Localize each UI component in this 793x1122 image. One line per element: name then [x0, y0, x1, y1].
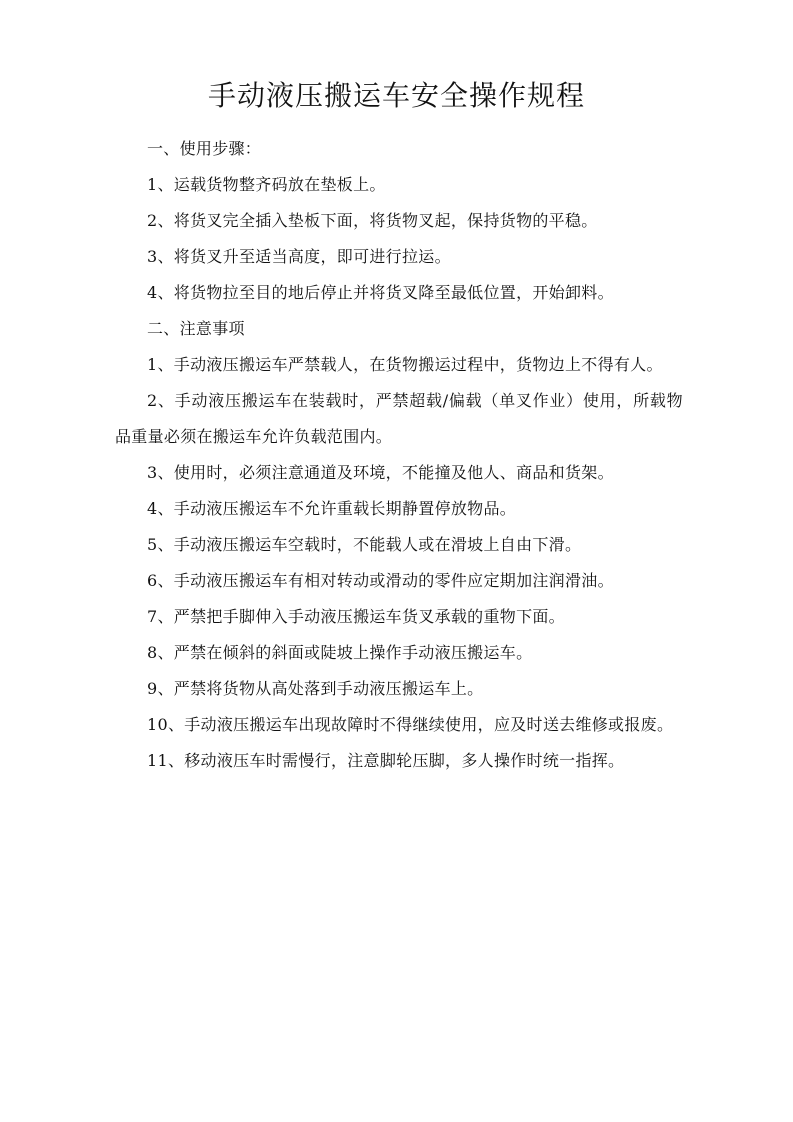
section-heading-usage-steps: 一、使用步骤： [147, 139, 262, 158]
precaution-item-2: 2、手动液压搬运车在装载时，严禁超载/偏载（单叉作业）使用，所载物品重量必须在搬运车允许负载范围内。 [115, 391, 683, 446]
precaution-item-11: 11、移动液压车时需慢行，注意脚轮压脚，多人操作时统一指挥。 [147, 751, 625, 770]
precaution-item-9: 9、严禁将货物从高处落到手动液压搬运车上。 [147, 679, 484, 698]
precaution-item-7: 7、严禁把手脚伸入手动液压搬运车货叉承载的重物下面。 [147, 607, 565, 626]
usage-step-4: 4、将货物拉至目的地后停止并将货叉降至最低位置，开始卸料。 [147, 283, 614, 302]
precaution-item-3: 3、使用时，必须注意通道及环境，不能撞及他人、商品和货架。 [147, 463, 614, 482]
document-body [115, 131, 683, 779]
document-title: 手动液压搬运车安全操作规程 [207, 79, 585, 112]
usage-step-1: 1、运载货物整齐码放在垫板上。 [147, 175, 386, 194]
precaution-item-8: 8、严禁在倾斜的斜面或陡坡上操作手动液压搬运车。 [147, 643, 533, 662]
usage-step-2: 2、将货叉完全插入垫板下面，将货物叉起，保持货物的平稳。 [147, 211, 598, 230]
usage-step-3: 3、将货叉升至适当高度，即可进行拉运。 [147, 247, 451, 266]
precaution-item-5: 5、手动液压搬运车空载时，不能载人或在滑坡上自由下滑。 [147, 535, 582, 554]
section-heading-precautions: 二、注意事项 [147, 319, 245, 338]
precaution-item-10: 10、手动液压搬运车出现故障时不得继续使用，应及时送去维修或报废。 [147, 715, 674, 734]
precaution-item-6: 6、手动液压搬运车有相对转动或滑动的零件应定期加注润滑油。 [147, 571, 614, 590]
precaution-item-1: 1、手动液压搬运车严禁载人，在货物搬运过程中，货物边上不得有人。 [147, 355, 663, 374]
precaution-item-4: 4、手动液压搬运车不允许重载长期静置停放物品。 [147, 499, 517, 518]
